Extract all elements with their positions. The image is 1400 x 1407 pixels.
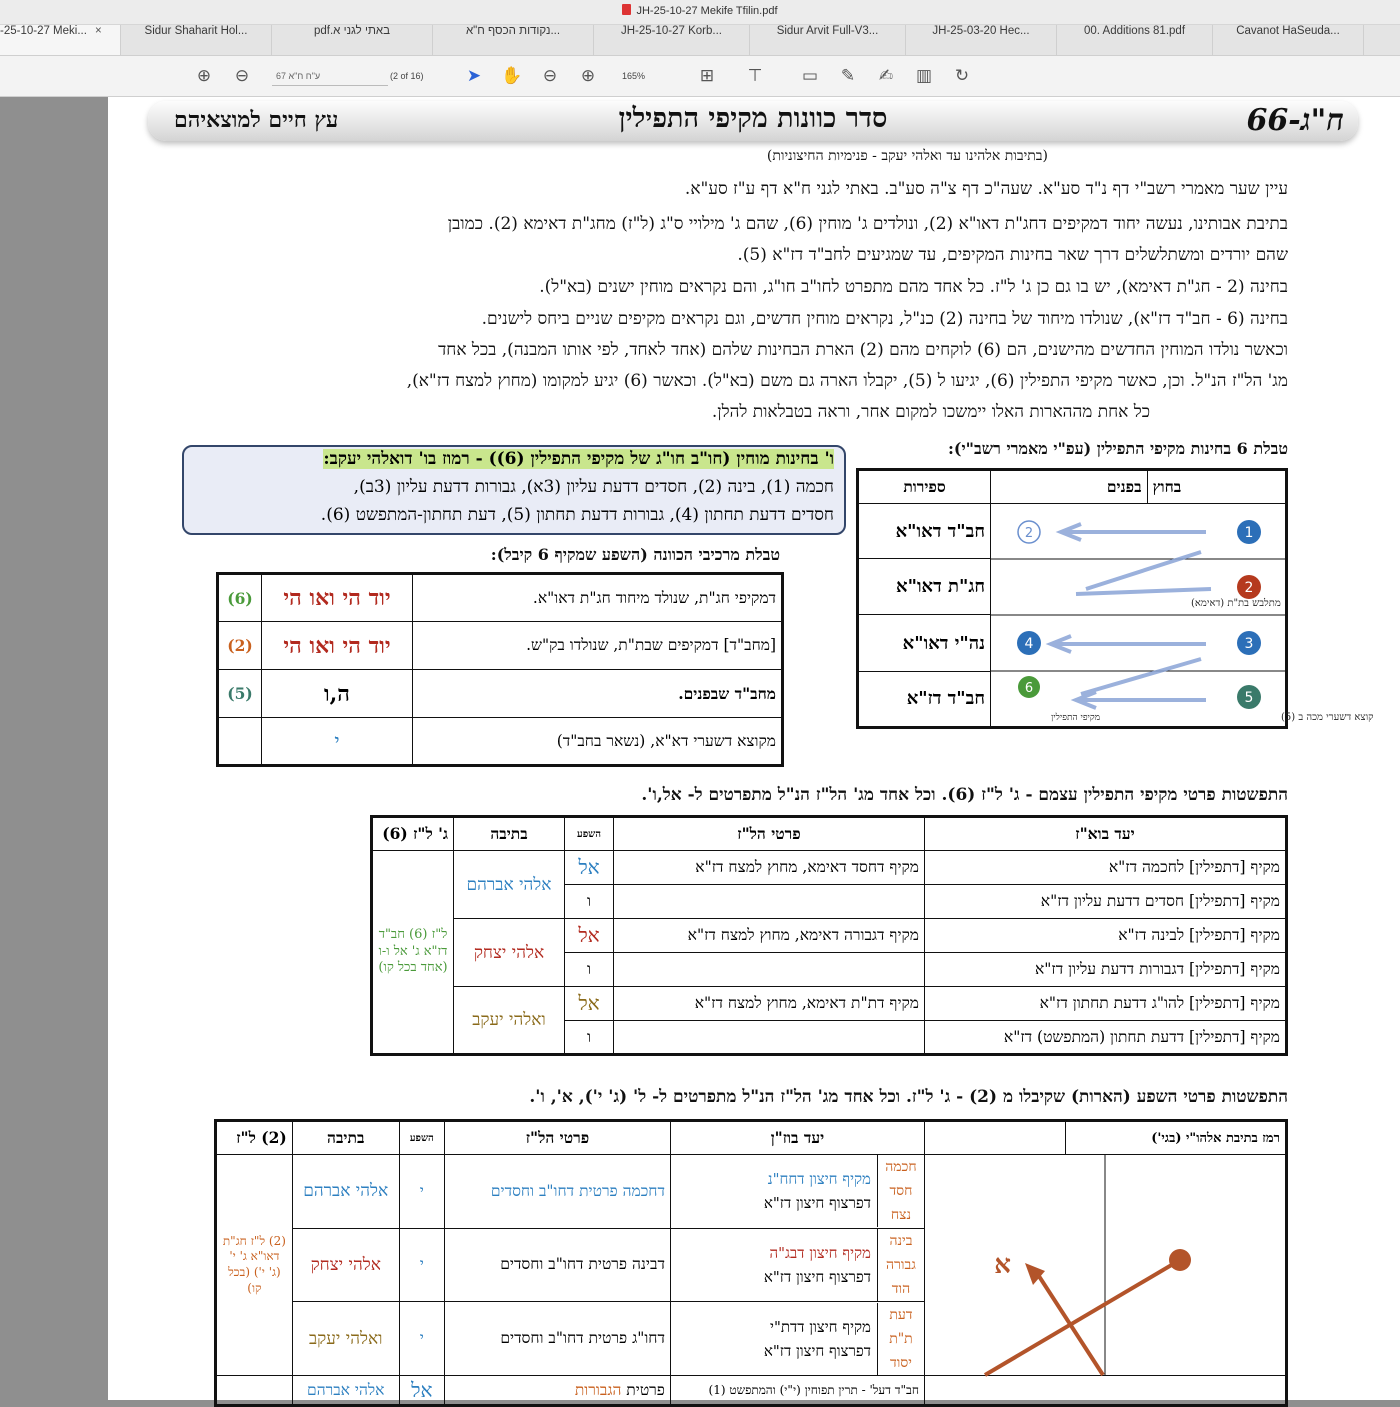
detail-cell: דחכמה פרטית דחו"ב וחסדים: [444, 1155, 670, 1229]
section3-title: התפשטות פרטי מקיפי התפילין עצמם - ג' ל"ז (6). וכל אחד מג' הל"ז הנ"ל מתפרטים ל- אל,ו'.: [641, 785, 1288, 805]
letters-cell: י: [262, 718, 413, 766]
window-titlebar: [0, 0, 1400, 25]
side-label: ל"ז (6) חב"ד דז"א ג' אל ו-ו (אחד בכל קו): [372, 851, 454, 1055]
sidebar: [0, 97, 108, 1400]
circle-3: 3: [1244, 636, 1254, 652]
box-line: [323, 449, 834, 469]
shefa-cell: ו: [565, 885, 614, 919]
rotate-icon[interactable]: ↻: [954, 66, 970, 86]
table-header: פרטי הל"ז: [444, 1121, 670, 1155]
shefa-cell: י: [399, 1228, 444, 1302]
text-line: בחינה (6 - חב"ד דז"א), שנולדו מיחוד של בחינה (2) כנ"ל, נקראים מוחין חדשים, וגם נקראים מקיפים שניים ביחס לישנים.: [481, 309, 1288, 329]
comment-icon[interactable]: ▭: [801, 66, 819, 86]
page-field[interactable]: 67 ע"ח ח"א: [272, 67, 388, 86]
sefira-label: יסוד: [889, 1354, 912, 1371]
cursor-icon[interactable]: ➤: [466, 66, 482, 86]
text-line: עיין שער מאמרי רשב"י דף נ"ד סע"א. שעה"כ דף צ"ה סע"ב. באתי לגני ח"א דף ע"ז סע"א.: [684, 179, 1288, 199]
pdf-page: [108, 97, 1400, 1400]
sefira-label: גבורה: [886, 1256, 916, 1273]
row-number: (5): [218, 670, 262, 718]
tab-sidur-arvit[interactable]: [750, 25, 906, 55]
table-header: יעד בוא"ז: [925, 817, 1287, 851]
tab-label: pdf.באתי לגני א: [313, 25, 391, 37]
tab-korbanot[interactable]: [594, 25, 750, 55]
page-label: ח"ג-66: [1246, 103, 1344, 138]
target-cell: [670, 1302, 924, 1376]
detail-cell: מקיף דגבורה דאימא, מחוץ למצח דז"א: [614, 919, 925, 953]
target-line: דפרצוף חיצון דז"א: [763, 1341, 871, 1360]
target-cell: מקיף [דתפילין] לחכמה דז"א: [925, 851, 1287, 885]
table-header: פרטי הל"ז: [614, 817, 925, 851]
arrow-cross-diagram: [924, 1155, 1286, 1376]
detail-part: הגבורות: [574, 1380, 622, 1399]
target-cell: מקיף [דתפילין] להו"ג דדעת תחתון דז"א: [925, 987, 1287, 1021]
word-cell: אלהי אברהם: [292, 1155, 399, 1229]
header-right-title: עץ חיים למוצאיהם: [174, 107, 339, 133]
tab-bar: [0, 25, 1400, 56]
page-header-banner: [148, 101, 1358, 141]
page-up-icon[interactable]: ⊕: [196, 66, 212, 86]
page-title: סדר כוונות מקיפי התפילין: [618, 103, 888, 134]
crop-icon[interactable]: ⊞: [699, 66, 715, 86]
target-cell: מקיף [דתפילין] חסדים דדעת עליון דז"א: [925, 885, 1287, 919]
word-cell: אלהי אברהם: [454, 851, 565, 919]
circle-1: 1: [1244, 525, 1254, 541]
subtitle: (בתיבות אלהינו עד ואלהי יעקב - פנימיות החיצוניות): [766, 148, 1048, 164]
box-line: חכמה (1), בינה (2), חסדים דדעת עליון (3א), גבורות דדעת עליון (3ב),: [353, 477, 834, 497]
target-cell: [670, 1228, 924, 1302]
table-header: בפנים: [991, 470, 1148, 504]
text-line: כל אחת מההארות האלו יימשכו למקום אחר, וראה בטבלאות להלן.: [711, 402, 1150, 422]
text-line: בתיבת אבותינו, נעשה יחוד דמקיפים דחג"ת דאו"א (2), ונולדים ג' מוחין (6), שהם ג' מילויי ס"ג (ל"ז) מחג"ת דאימא (2). כמובן: [447, 214, 1288, 234]
target-cell: חב"ד דעל' - תרין תפוחין (י"י) והמתפשט (1): [670, 1376, 924, 1406]
sefira-label: בינה: [889, 1232, 913, 1249]
hand-icon[interactable]: ✋: [501, 66, 523, 86]
row-number: (6): [218, 574, 262, 622]
pen-icon[interactable]: ✎: [840, 66, 856, 86]
sefira-label: חסד: [889, 1183, 913, 1200]
shefa-cell: אל: [565, 987, 614, 1021]
shefa-cell: י: [399, 1155, 444, 1229]
target-line: מקיף חיצון דחח"נ: [767, 1170, 871, 1189]
circle-6: 6: [1024, 681, 1034, 696]
circle-5: 5: [1244, 690, 1254, 706]
table1-title: טבלת 6 בחינות מקיפי התפילין (עפ"י מאמרי רשב"י):: [948, 439, 1288, 458]
components-table: [216, 572, 784, 767]
shefa-cell: אל: [565, 851, 614, 885]
tab-label: Sidur Arvit Full-V3...: [776, 25, 879, 37]
tab-cavanot-haseuda[interactable]: [1213, 25, 1364, 55]
expansion-table: [370, 815, 1288, 1056]
cross-diagram-svg: [925, 1155, 1285, 1375]
shefa-cell: ו: [565, 1021, 614, 1055]
letters-cell: ה,ו: [262, 670, 413, 718]
components-text: [מחב"ד] דמקיפים שבת"ת, שנולדו בק"ש.: [413, 622, 783, 670]
target-line: מקיף חיצון דדת"י: [770, 1317, 871, 1336]
close-icon[interactable]: ×: [94, 25, 102, 37]
word-cell: אלהי יצחק: [292, 1228, 399, 1302]
text-line: בחינה (2 - חג"ת דאימא), יש בו גם כן ג' ל"ז. כל אחד מהם מתפרט לחו"ב חו"ג, והם נקראים מוחין ישנים (בא"ל).: [539, 277, 1288, 297]
note-makifei: מקיפי התפילין: [1051, 713, 1101, 723]
signature-icon[interactable]: ✍: [878, 66, 894, 86]
table-header: השפע: [399, 1121, 444, 1155]
table-header: השפע: [565, 817, 614, 851]
table-row: חב"ד דז"א: [858, 671, 991, 727]
side-label: (2) ל"ז חג"ת דאו"א ג' י' (ג' י') (בכל קו): [216, 1155, 293, 1376]
diagram-letter: א: [994, 1250, 1011, 1280]
table2-title: טבלת מרכיבי הכוונה (השפע שמקיף 6 קיבל):: [490, 545, 780, 564]
table-header: בתיבה: [292, 1121, 399, 1155]
section4-title: התפשטות פרטי השפע (הארות) שקיבלו מ (2) - ג' ל"ז. וכל אחד מג' הל"ז הנ"ל מתפרטים ל- ל' (ג' י'), א', ו'.: [529, 1087, 1288, 1107]
circle-2-outline: 2: [1024, 526, 1034, 541]
page-count: (2 of 16): [390, 71, 424, 81]
table-row: חב"ד דאו"א: [858, 504, 991, 559]
page-down-icon[interactable]: ⊖: [234, 66, 250, 86]
tab-sidur-shaharit[interactable]: [121, 25, 272, 55]
table-header: ג' ל"ז (6): [372, 817, 454, 851]
note-kotza: קוצא דשערי מכה ב (5): [1281, 712, 1374, 723]
detail-cell: [614, 953, 925, 987]
sefira-label: נצח: [890, 1207, 912, 1224]
shefa-expansion-table: [214, 1119, 1288, 1407]
detail-cell: מקיף דת"ת דאימא, מחוץ למצח דז"א: [614, 987, 925, 1021]
zoom-level[interactable]: 165%: [622, 71, 646, 81]
letters-cell: יוד הי ואו הי: [262, 622, 413, 670]
sefira-label: חכמה: [885, 1159, 917, 1176]
detail-cell: דחו"ג פרטית דחו"ב וחסדים: [444, 1302, 670, 1376]
letters-cell: יוד הי ואו הי: [262, 574, 413, 622]
note-tiferet: מתלבש בת"ת (דאימא): [1191, 598, 1281, 609]
table-row: נה"י דאו"א: [858, 615, 991, 671]
tab-additions[interactable]: [1057, 25, 1213, 55]
shefa-cell: אל: [565, 919, 614, 953]
toolbar: [0, 56, 1400, 97]
zoom-in-icon[interactable]: ⊕: [580, 66, 596, 86]
sefirot-table: [856, 468, 1374, 729]
zoom-out-icon[interactable]: ⊖: [542, 66, 558, 86]
circle-2: 2: [1244, 580, 1254, 596]
word-cell: ואלהי יעקב: [454, 987, 565, 1055]
filter-icon[interactable]: ⊤: [747, 66, 763, 86]
table-header: [924, 1121, 1065, 1155]
row-number: [218, 718, 262, 766]
word-cell: אלהי יצחק: [454, 919, 565, 987]
target-line: דפרצוף חיצון דז"א: [763, 1194, 871, 1213]
window-title-text: JH-25-10-27 Mekife Tfilin.pdf: [636, 5, 778, 17]
detail-part: פרטית: [626, 1380, 665, 1399]
components-text: דמקיפי חג"ת, שנולד מיחוד חג"ת דאו"א.: [413, 574, 783, 622]
pdf-icon: [622, 4, 631, 15]
text-line: וכאשר נולדו המוחין החדשים מהישנים, הם (6) לוקחים מהם (2) הארת הבחינות שלהם (אחד לאחד, לפי אותו המבנה), בכל אחד: [438, 340, 1288, 360]
tab-label: JH-25-03-20 Hec...: [932, 25, 1030, 37]
tab-baati-legani[interactable]: [272, 25, 433, 55]
tab-label: Cavanot HaSeuda...: [1236, 25, 1340, 37]
sefira-label: ת"ת: [889, 1330, 913, 1347]
tab-label: Sidur Shaharit Hol...: [144, 25, 248, 37]
text-line: מג' הל"ז הנ"ל. וכן, כאשר מקיפי התפילין (6), יגיעו ל (5), יקבלו הארה גם משם (בא"ל). וכאשר (6) יגיע למקומו (מחוץ למצח דז"א),: [406, 371, 1288, 391]
table-header: ספירות: [858, 470, 991, 504]
detail-cell: מקיף דחסד דאימא, מחוץ למצח דז"א: [614, 851, 925, 885]
word-cell: אלהי אברהם: [292, 1376, 399, 1406]
detail-cell: [614, 1021, 925, 1055]
window-title: [0, 4, 1400, 17]
trash-icon[interactable]: ▥: [915, 66, 933, 86]
shefa-cell: י: [399, 1302, 444, 1376]
detail-cell: [614, 885, 925, 919]
mochin-box: [182, 445, 846, 535]
table-header: (2) ל"ז: [216, 1121, 293, 1155]
target-cell: מקיף [דתפילין] לבינה דז"א: [925, 919, 1287, 953]
tab-nekudot-hakesef[interactable]: [433, 25, 594, 55]
arrow-diagram: [991, 504, 1374, 728]
shefa-cell: אל: [399, 1376, 444, 1406]
table-row: חג"ת דאו"א: [858, 559, 991, 615]
table-header: בתיבה: [454, 817, 565, 851]
table-header: יעד בוז"ן: [670, 1121, 924, 1155]
table-header: בחוץ: [1147, 470, 1286, 504]
shefa-cell: ו: [565, 953, 614, 987]
target-line: מקיף חיצון דבג"ה: [769, 1243, 871, 1262]
target-cell: מקיף [דתפילין] דדעת תחתון (המתפשט) דז"א: [925, 1021, 1287, 1055]
tab-mekife-tfilin[interactable]: [0, 25, 121, 55]
target-cell: מקיף [דתפילין] דגבורות דדעת עליון דז"א: [925, 953, 1287, 987]
detail-cell: [444, 1376, 670, 1406]
text-line: שהם יורדים ומשתלשלים דרך שאר בחינות המקיפים, עד שמגיעים לחב"ד דז"א (5).: [737, 245, 1288, 265]
row-number: (2): [218, 622, 262, 670]
tab-hec[interactable]: [906, 25, 1057, 55]
word-cell: ואלהי יעקב: [292, 1302, 399, 1376]
tab-label: 00. Additions 81.pdf: [1083, 25, 1186, 37]
arrow-diagram-svg: [991, 504, 1374, 726]
sefira-label: הוד: [891, 1280, 911, 1297]
box-line: חסדים דדעת תחתון (4), גבורות דדעת תחתון (5), דעת תחתון-המתפשט (6).: [320, 505, 834, 525]
target-line: דפרצוף חיצון דז"א: [763, 1267, 871, 1286]
tab-label: JH-25-10-27 Korb...: [621, 25, 722, 37]
components-text: מקוצא דשערי דא"א, (נשאר בחב"ד): [413, 718, 783, 766]
circle-4: 4: [1024, 636, 1034, 652]
sefira-label: דעת: [889, 1306, 913, 1323]
tab-label: -25-10-27 Meki...: [0, 25, 87, 37]
box-line-text: ו' בחינות מוחין (חו"ב חו"ג של מקיפי התפילין (6)) - רמוז בו' דואלהי יעקב:: [323, 449, 834, 469]
detail-cell: דבינה פרטית דחו"ב וחסדים: [444, 1228, 670, 1302]
target-cell: [670, 1155, 924, 1229]
components-text: מחב"ד שבפנים.: [413, 670, 783, 718]
table-header: רמז בתיבת אלהו"י (בגי'): [1066, 1121, 1287, 1155]
tab-label: נקודות הכסף ח"א...: [465, 25, 561, 37]
